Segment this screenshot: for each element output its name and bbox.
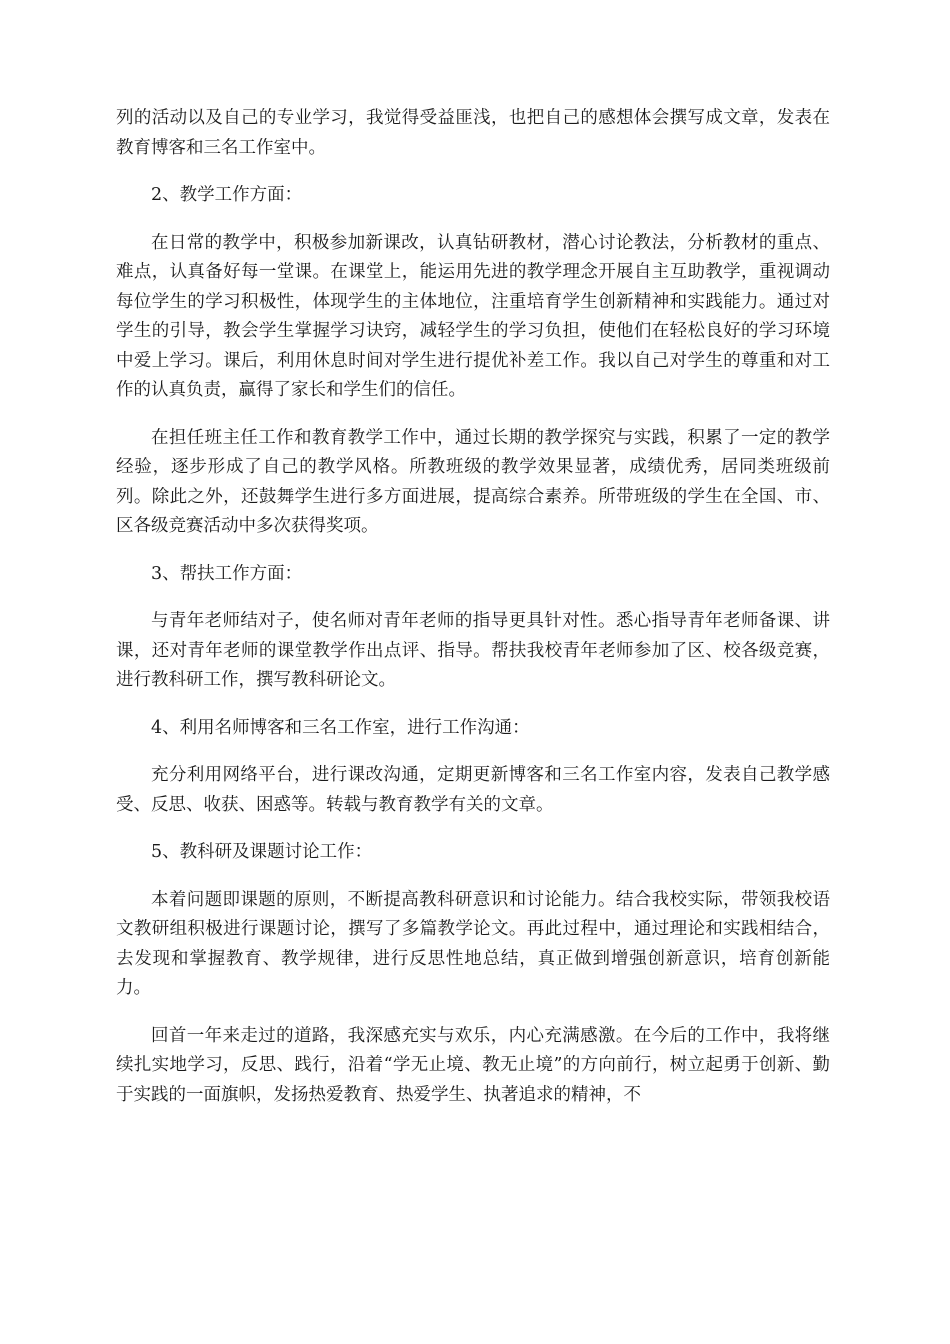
section-heading-teaching: 2、教学工作方面： bbox=[151, 185, 303, 205]
paragraph-teaching-daily: 在日常的教学中，积极参加新课改，认真钻研教材，潜心讨论教法，分析教材的重点、难点，认真备好每一堂课。在课堂上，能运用先进的教学理念开展自主互助教学，重视调动每位学生的学习积极性，体现学生的主体地位，注重培育学生创新精神和实践能力。通过对学生的引导，教会学生掌握学习诀窍，减轻学生的学习负担，使他们在轻松良好的学习环境中爱上学习。课后，利用休息时间对学生进行提优补差工作。我以自己对学生的尊重和对工作的认真负责，赢得了家长和学生们的信任。 bbox=[116, 232, 830, 400]
section-heading-research: 5、教科研及课题讨论工作： bbox=[151, 842, 373, 862]
paragraph-mentoring: 与青年老师结对子，使名师对青年老师的指导更具针对性。悉心指导青年老师备课、讲课，还对青年老师的课堂教学作出点评、指导。帮扶我校青年老师参加了区、校各级竞赛，进行教科研工作，撰写教科研论文。 bbox=[116, 611, 830, 690]
paragraph-blog: 充分利用网络平台，进行课改沟通，定期更新博客和三名工作室内容，发表自己教学感受、反思、收获、困惑等。转载与教育教学有关的文章。 bbox=[116, 765, 830, 815]
paragraph-conclusion: 回首一年来走过的道路，我深感充实与欢乐，内心充满感激。在今后的工作中，我将继续扎实地学习，反思、践行，沿着“学无止境、教无止境”的方向前行，树立起勇于创新、勤于实践的一面旗帜，发扬热爱教育、热爱学生、执著追求的精神，不 bbox=[116, 1025, 830, 1105]
paragraph-continuation: 列的活动以及自己的专业学习，我觉得受益匪浅，也把自己的感想体会撰写成文章，发表在教育博客和三名工作室中。 bbox=[116, 108, 830, 158]
document-page bbox=[116, 104, 830, 1128]
paragraph-research: 本着问题即课题的原则，不断提高教科研意识和讨论能力。结合我校实际，带领我校语文教研组积极进行课题讨论，撰写了多篇教学论文。再此过程中，通过理论和实践相结合，去发现和掌握教育、教学规律，进行反思性地总结，真正做到增强创新意识，培育创新能力。 bbox=[116, 889, 830, 998]
section-heading-mentoring: 3、帮扶工作方面： bbox=[151, 563, 303, 584]
section-heading-blog: 4、利用名师博客和三名工作室，进行工作沟通： bbox=[151, 717, 530, 738]
paragraph-teaching-style: 在担任班主任工作和教育教学工作中，通过长期的教学探究与实践，积累了一定的教学经验，逐步形成了自己的教学风格。所教班级的教学效果显著，成绩优秀，居同类班级前列。除此之外，还鼓舞学生进行多方面进展，提高综合素养。所带班级的学生在全国、市、区各级竞赛活动中多次获得奖项。 bbox=[116, 427, 830, 536]
